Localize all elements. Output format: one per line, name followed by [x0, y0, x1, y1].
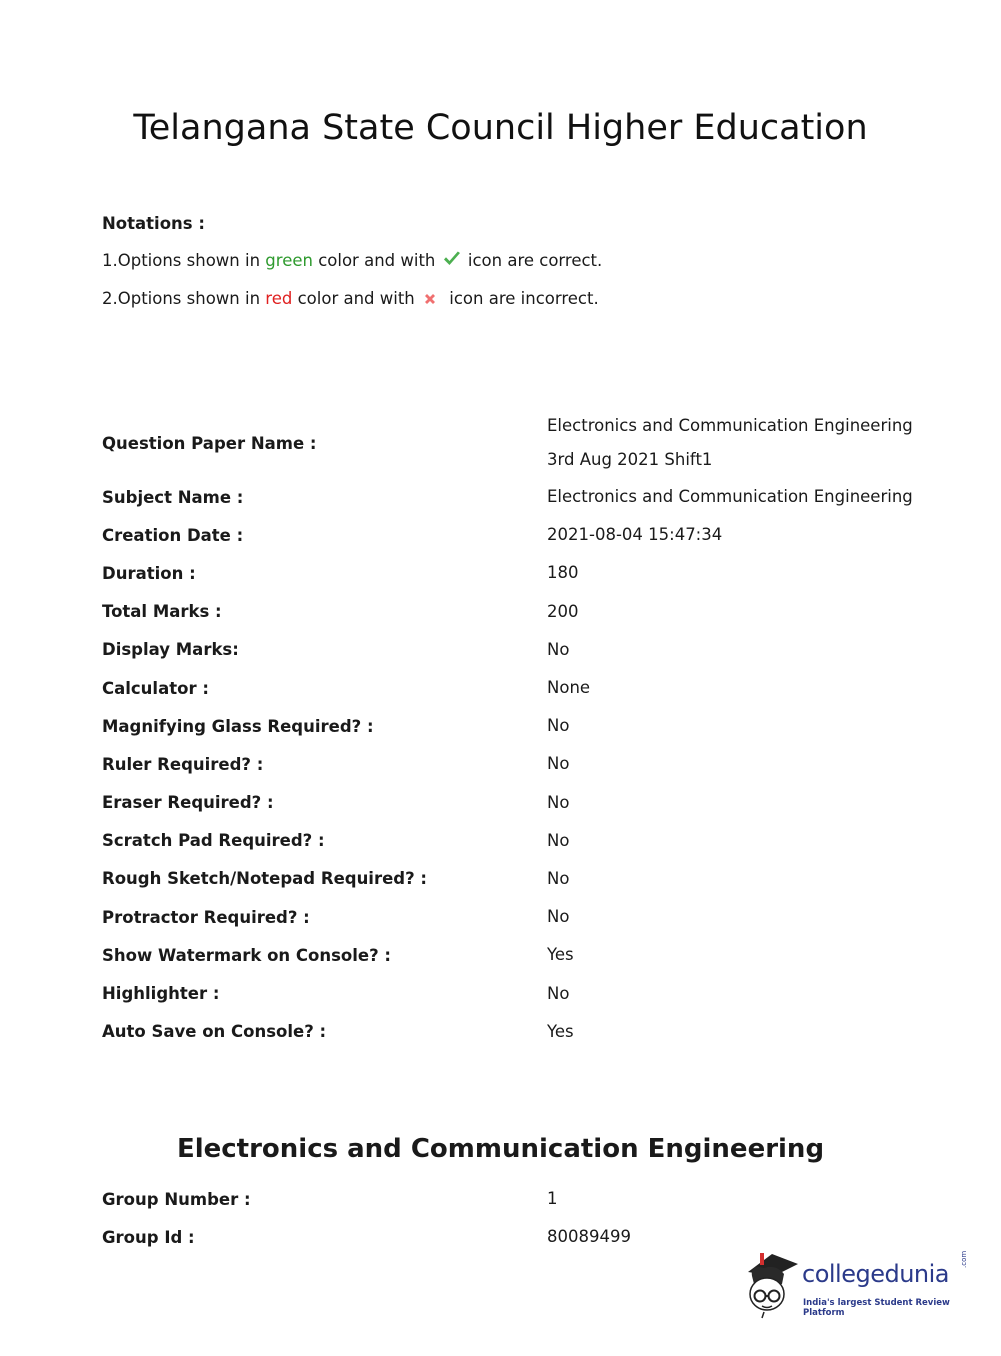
- info-label: Rough Sketch/Notepad Required? :: [102, 869, 428, 889]
- info-row-watermark: [102, 936, 922, 974]
- info-value: Yes: [547, 945, 574, 965]
- check-icon: [443, 250, 461, 274]
- info-value-line: Electronics and Communication Engineering: [547, 416, 913, 435]
- info-row-auto-save: [102, 1013, 922, 1051]
- info-label: Duration :: [102, 563, 196, 583]
- notations: [102, 214, 602, 325]
- info-value: Yes: [547, 1021, 574, 1041]
- info-value: [547, 409, 922, 477]
- info-value: No: [547, 868, 570, 888]
- info-value: No: [547, 716, 570, 736]
- info-row-question-paper-name: [102, 408, 922, 478]
- info-value: 2021-08-04 15:47:34: [547, 525, 723, 545]
- notations-heading: Notations :: [102, 214, 205, 233]
- info-value: No: [547, 907, 570, 927]
- info-label: Total Marks :: [102, 602, 222, 622]
- page-title: Telangana State Council Higher Education: [133, 108, 868, 148]
- info-label: Ruler Required? :: [102, 754, 264, 774]
- notation-text: icon are correct.: [467, 251, 603, 270]
- info-label: Auto Save on Console? :: [102, 1022, 327, 1042]
- info-row-calculator: [102, 669, 922, 707]
- group-number-label: Group Number :: [102, 1189, 251, 1209]
- notation-incorrect: [102, 287, 602, 325]
- info-label: Protractor Required? :: [102, 907, 310, 927]
- group-id-value: 80089499: [547, 1227, 631, 1247]
- info-label: Subject Name :: [102, 487, 244, 507]
- group-id-label: Group Id :: [102, 1227, 195, 1247]
- info-label: Calculator :: [102, 678, 209, 698]
- info-value: Electronics and Communication Engineering: [547, 487, 913, 507]
- info-value: No: [547, 754, 570, 774]
- logo-brand: collegedunia: [802, 1260, 950, 1288]
- info-row-display-marks: [102, 631, 922, 669]
- info-label: Show Watermark on Console? :: [102, 945, 392, 965]
- info-value: None: [547, 678, 591, 698]
- info-label: Creation Date :: [102, 525, 244, 545]
- info-label: Magnifying Glass Required? :: [102, 716, 374, 736]
- info-row-eraser: [102, 784, 922, 822]
- logo-com: .com: [960, 1250, 968, 1268]
- info-row-creation-date: [102, 516, 922, 554]
- notation-text: 2.Options shown in: [102, 289, 261, 308]
- logo-tagline: India's largest Student Review Platform: [803, 1298, 950, 1318]
- group-info: [102, 1180, 922, 1256]
- info-label: Question Paper Name :: [102, 433, 317, 453]
- info-row-duration: [102, 554, 922, 592]
- info-label: Eraser Required? :: [102, 793, 274, 813]
- info-row-highlighter: [102, 974, 922, 1012]
- notation-text: color and with: [297, 289, 415, 308]
- info-value: No: [547, 792, 570, 812]
- info-value-line: 3rd Aug 2021 Shift1: [547, 450, 713, 469]
- info-row-rough-sketch: [102, 860, 922, 898]
- paper-info-table: [102, 408, 922, 1051]
- notation-text: icon are incorrect.: [449, 289, 599, 308]
- info-row-ruler: [102, 745, 922, 783]
- notation-text: 1.Options shown in: [102, 251, 261, 270]
- info-row-magnifying-glass: [102, 707, 922, 745]
- info-label: Scratch Pad Required? :: [102, 831, 325, 851]
- notation-correct: [102, 249, 602, 287]
- info-value: No: [547, 639, 570, 659]
- cross-icon: [424, 288, 436, 312]
- info-row-protractor: [102, 898, 922, 936]
- section-title: Electronics and Communication Engineering: [176, 1134, 825, 1164]
- info-value: 180: [547, 563, 579, 583]
- info-value: No: [547, 983, 570, 1003]
- mascot-icon: [742, 1250, 802, 1320]
- info-row-total-marks: [102, 593, 922, 631]
- info-row-scratch-pad: [102, 822, 922, 860]
- notation-text: color and with: [318, 251, 436, 270]
- group-number-row: [102, 1180, 922, 1218]
- red-word: red: [265, 289, 293, 308]
- info-label: Highlighter :: [102, 984, 220, 1004]
- info-value: No: [547, 830, 570, 850]
- info-label: Display Marks:: [102, 640, 239, 660]
- info-row-subject-name: [102, 478, 922, 516]
- green-word: green: [265, 251, 313, 270]
- group-number-value: 1: [547, 1189, 558, 1209]
- info-value: 200: [547, 601, 579, 621]
- collegedunia-logo: [742, 1250, 972, 1320]
